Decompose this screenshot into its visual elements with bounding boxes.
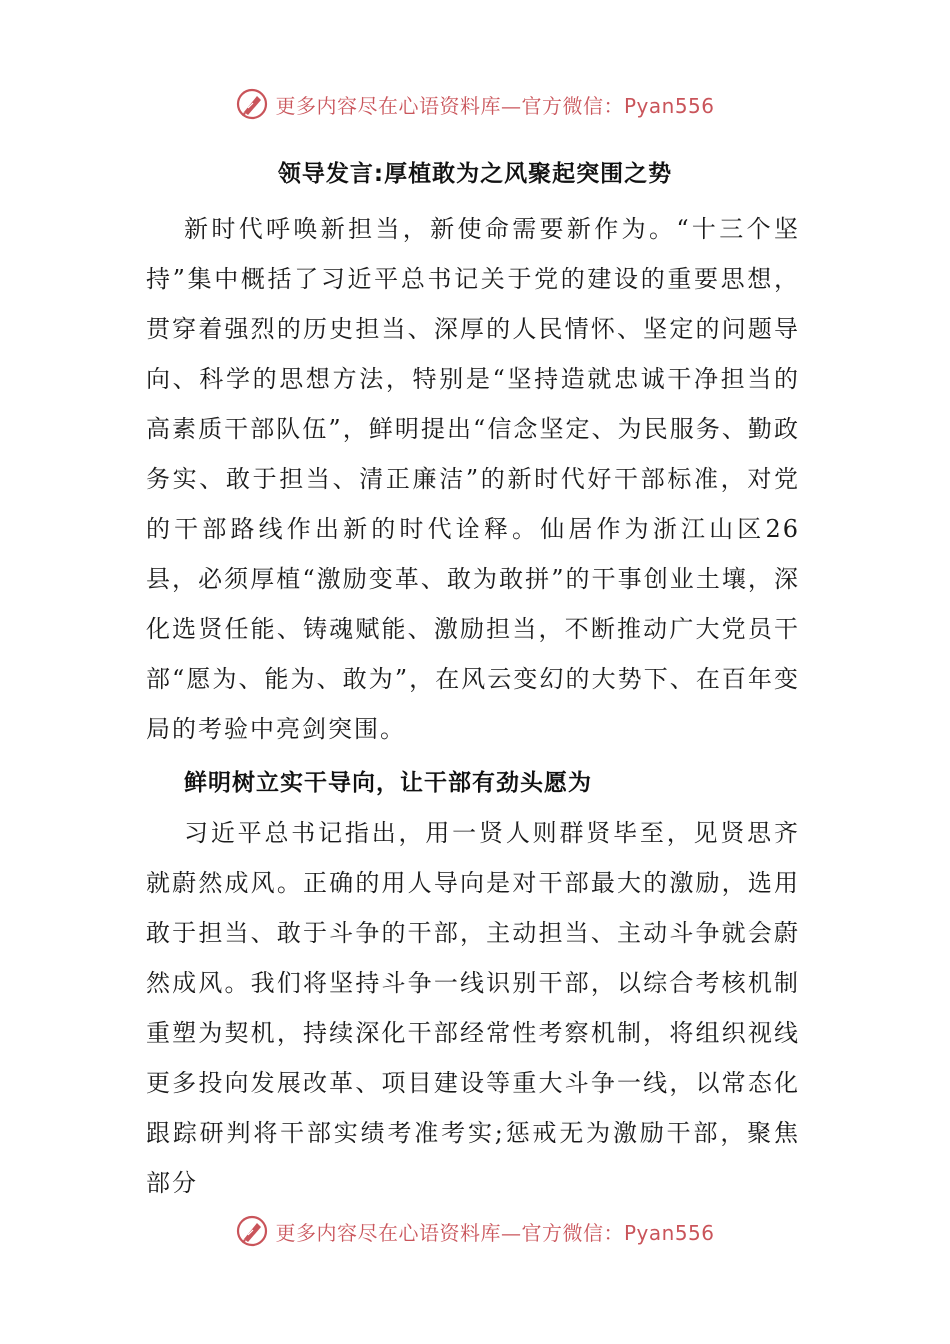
watermark-separator: — [500, 93, 522, 118]
document-body [146, 204, 800, 1208]
watermark-text: 更多内容尽在心语资料库 [275, 93, 501, 118]
watermark-wechat-id: Pyan556 [623, 1220, 715, 1245]
watermark-wechat-id: Pyan556 [623, 93, 715, 118]
pen-nib-logo-icon [235, 1214, 269, 1248]
section-heading: 鲜明树立实干导向，让干部有劲头愿为 [184, 770, 592, 796]
watermark-official: 官方微信： [521, 93, 624, 118]
watermark-official: 官方微信： [521, 1220, 624, 1245]
pen-nib-logo-icon [235, 87, 269, 121]
section-paragraph: 习近平总书记指出，用一贤人则群贤毕至，见贤思齐就蔚然成风。正确的用人导向是对干部最大的激励，选用敢于担当、敢于斗争的干部，主动担当、主动斗争就会蔚然成风。我们将坚持斗争一线识别干部，以综合考核机制重塑为契机，持续深化干部经常性考察机制，将组织视线更多投向发展改革、项目建设等重大斗争一线，以常态化跟踪研判将干部实绩考准考实;惩戒无为激励干部，聚焦部分 [146, 819, 800, 1197]
header-watermark [0, 84, 950, 124]
document-title: 领导发言:厚植敢为之风聚起突围之势 [277, 161, 673, 187]
footer-watermark [0, 1211, 950, 1251]
watermark-text: 更多内容尽在心语资料库 [275, 1220, 501, 1245]
watermark-separator: — [500, 1220, 522, 1245]
intro-paragraph: 新时代呼唤新担当，新使命需要新作为。“十三个坚持”集中概括了习近平总书记关于党的建设的重要思想，贯穿着强烈的历史担当、深厚的人民情怀、坚定的问题导向、科学的思想方法，特别是“坚持造就忠诚干净担当的高素质干部队伍”，鲜明提出“信念坚定、为民服务、勤政务实、敢于担当、清正廉洁”的新时代好干部标准，对党的干部路线作出新的时代诠释。仙居作为浙江山区26县，必须厚植“激励变革、敢为敢拼”的干事创业土壤，深化选贤任能、铸魂赋能、激励担当，不断推动广大党员干部“愿为、能为、敢为”，在风云变幻的大势下、在百年变局的考验中亮剑突围。 [146, 215, 800, 743]
